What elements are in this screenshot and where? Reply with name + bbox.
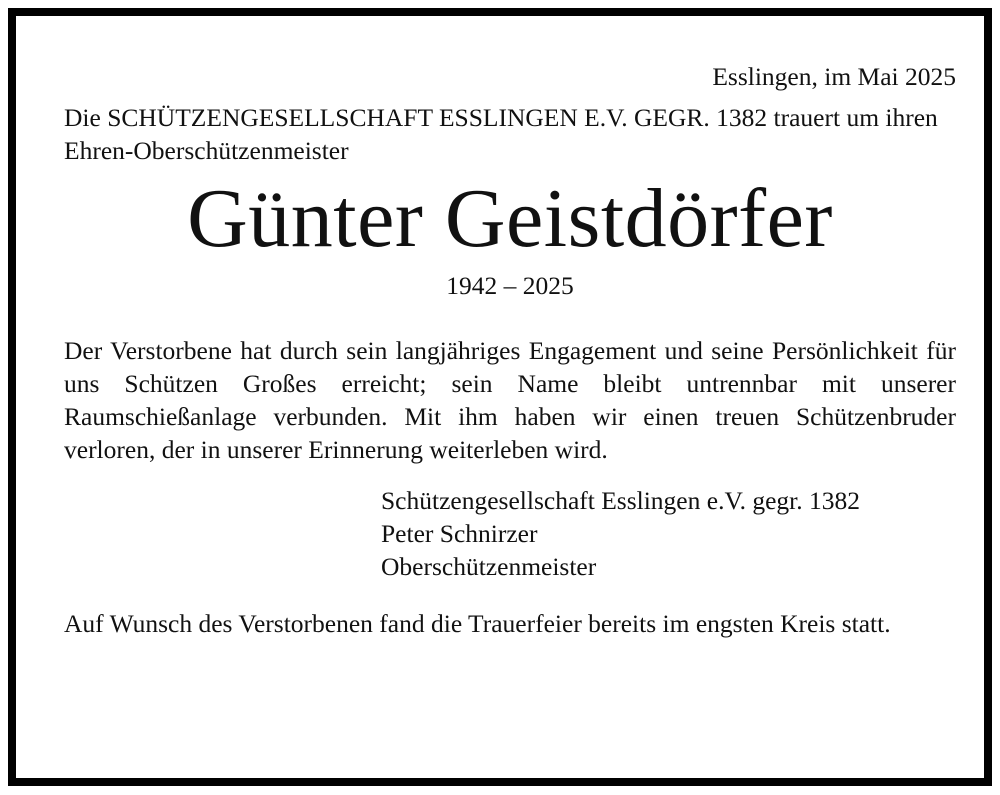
tribute-text: Der Verstorbene hat durch sein langjähriges Engagement und seine Persönlichkeit für uns Schützen Großes erreicht; sein Name bleibt untrennbar mit unserer Raumschießanlage verbunden. Mit ihm haben wir einen treuen Schützenbruder verloren, der in unserer Erinnerung weiterleben wird. xyxy=(64,336,956,464)
signature-organization: Schützengesellschaft Esslingen e.V. gegr. 1382 xyxy=(381,486,860,515)
date-line: Esslingen, im Mai 2025 xyxy=(712,62,956,91)
signature-block xyxy=(381,484,956,583)
intro-text: Die SCHÜTZENGESELLSCHAFT ESSLINGEN E.V. GEGR. 1382 trauert um ihren Ehren-Oberschützenmeister xyxy=(64,103,938,165)
funeral-notice: Auf Wunsch des Verstorbenen fand die Trauerfeier bereits im engsten Kreis statt. xyxy=(64,609,891,638)
obituary-frame xyxy=(8,8,992,786)
life-years: 1942 – 2025 xyxy=(446,271,574,300)
obituary-content xyxy=(64,60,956,640)
signature-role: Oberschützenmeister xyxy=(381,552,597,581)
deceased-name: Günter Geistdörfer xyxy=(187,172,833,265)
signature-person: Peter Schnirzer xyxy=(381,519,538,548)
